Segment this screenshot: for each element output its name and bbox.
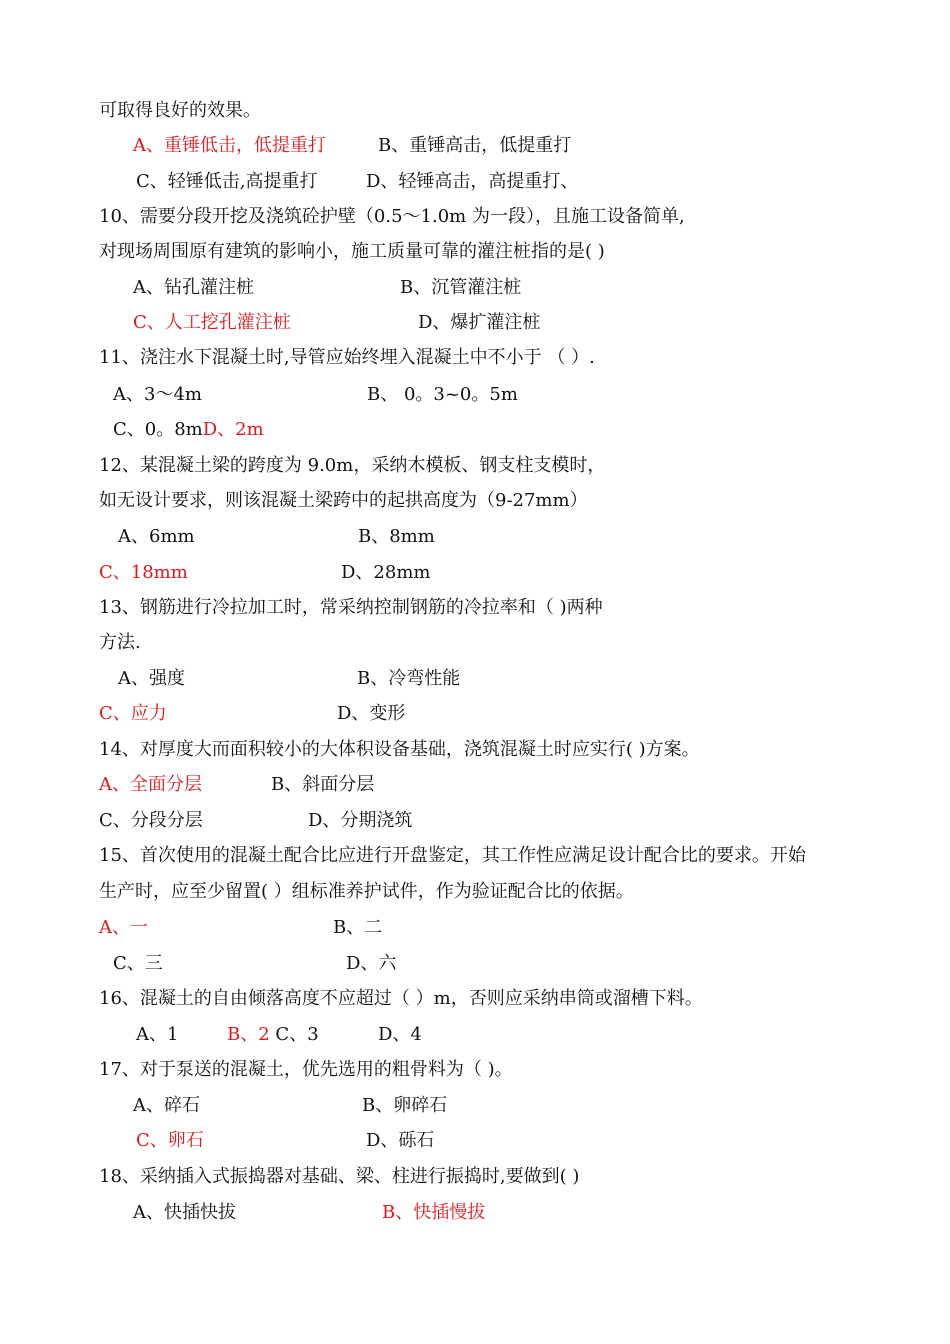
question-text: 14、对厚度大而面积较小的大体积设备基础，浇筑混凝土时应实行( )方案。 <box>99 739 700 760</box>
option: A、1 <box>136 1024 179 1045</box>
option-line <box>227 1024 319 1046</box>
answer-option: A、重锤低击，低提重打 <box>133 135 326 156</box>
option: D、变形 <box>337 703 406 724</box>
answer-option: C、人工挖孔灌注桩 <box>133 312 291 333</box>
question-text: 10、需要分段开挖及浇筑砼护壁（0.5～1.0m 为一段），且施工设备简单, <box>99 206 685 227</box>
option: A、钻孔灌注桩 <box>133 277 254 298</box>
option: C、0。8m <box>113 419 203 440</box>
option: C、分段分层 <box>99 810 203 831</box>
option: D、爆扩灌注桩 <box>418 312 541 333</box>
option: A、3～4m <box>113 384 202 405</box>
option: B、卵碎石 <box>362 1095 448 1116</box>
question-text: 18、采纳插入式振捣器对基础、梁、柱进行振捣时,要做到( ) <box>99 1166 580 1187</box>
answer-option: D、2m <box>202 419 264 440</box>
option: D、4 <box>378 1024 422 1045</box>
option: C、3 <box>275 1024 319 1045</box>
question-text: 15、首次使用的混凝土配合比应进行开盘鉴定，其工作性应满足设计配合比的要求。开始 <box>99 845 806 866</box>
option: D、28mm <box>341 562 431 583</box>
option: A、6mm <box>118 526 195 547</box>
question-text: 对现场周围原有建筑的影响小，施工质量可靠的灌注桩指的是( ) <box>99 241 605 262</box>
text-line: 可取得良好的效果。 <box>99 100 261 121</box>
option: B、重锤高击，低提重打 <box>378 135 572 156</box>
option: B、二 <box>333 917 383 938</box>
answer-option: A、一 <box>99 917 148 938</box>
answer-option: C、18mm <box>99 562 188 583</box>
question-text: 11、浇注水下混凝土时,导管应始终埋入混凝土中不小于 （ ）. <box>99 347 595 368</box>
question-text: 生产时，应至少留置( ）组标准养护试件，作为验证配合比的依据。 <box>99 881 634 902</box>
answer-option: B、快插慢拔 <box>382 1202 486 1223</box>
question-text: 方法. <box>99 632 141 653</box>
option: B、斜面分层 <box>271 774 375 795</box>
option: D、分期浇筑 <box>308 810 413 831</box>
answer-option: C、应力 <box>99 703 167 724</box>
option: B、8mm <box>358 526 435 547</box>
option: A、快插快拔 <box>133 1202 236 1223</box>
option: D、砾石 <box>366 1130 435 1151</box>
answer-option: A、全面分层 <box>99 774 202 795</box>
question-text: 17、对于泵送的混凝土，优先选用的粗骨料为（ )。 <box>99 1059 513 1080</box>
option: B、 0。3~0。5m <box>367 384 518 405</box>
question-text: 12、某混凝土梁的跨度为 9.0m，采纳木模板、钢支柱支模时， <box>99 455 606 476</box>
option: C、三 <box>113 953 163 974</box>
option: C、轻锤低击,高提重打 <box>136 171 318 192</box>
question-text: 如无设计要求，则该混凝土梁跨中的起拱高度为（9-27mm） <box>99 490 588 511</box>
option: A、碎石 <box>133 1095 200 1116</box>
option: B、沉管灌注桩 <box>400 277 522 298</box>
option: D、六 <box>346 953 397 974</box>
answer-option: C、卵石 <box>136 1130 204 1151</box>
option: A、强度 <box>118 668 185 689</box>
question-text: 13、钢筋进行冷拉加工时，常采纳控制钢筋的冷拉率和（ )两种 <box>99 597 603 618</box>
question-text: 16、混凝土的自由倾落高度不应超过（ ）m，否则应采纳串筒或溜槽下料。 <box>99 988 703 1009</box>
option: D、轻锤高击，高提重打、 <box>366 171 579 192</box>
option-line <box>113 419 264 441</box>
option: B、冷弯性能 <box>357 668 461 689</box>
answer-option: B、2 <box>227 1024 270 1045</box>
